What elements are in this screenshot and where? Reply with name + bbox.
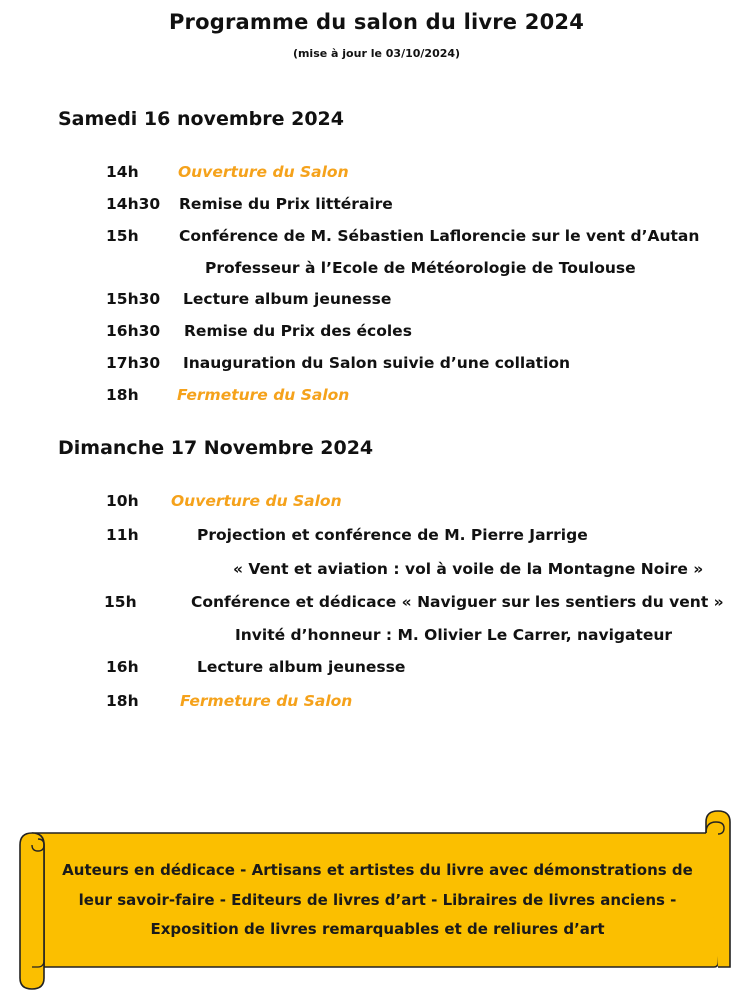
schedule-event: Projection et conférence de M. Pierre Jarrige [197,526,588,544]
schedule-time: 14h30 [106,195,161,213]
banner-line: Auteurs en dédicace - Artisans et artistes du livre avec démonstrations de [62,861,693,879]
schedule-event: Remise du Prix des écoles [184,322,412,340]
schedule-time: 18h [106,692,139,710]
page-subtitle: (mise à jour le 03/10/2024) [292,47,461,60]
schedule-time: 16h [106,658,139,676]
schedule-event: Ouverture du Salon [171,492,342,510]
day-heading-saturday: Samedi 16 novembre 2024 [58,108,344,130]
schedule-time: 17h30 [106,354,161,372]
schedule-event: Remise du Prix littéraire [179,195,393,213]
day-heading-sunday: Dimanche 17 Novembre 2024 [58,437,374,459]
schedule-event: Fermeture du Salon [180,692,353,710]
schedule-time: 16h30 [106,322,161,340]
schedule-event: Conférence et dédicace « Naviguer sur les sentiers du vent » [191,593,724,611]
schedule-event: Ouverture du Salon [178,163,349,181]
schedule-event: Lecture album jeunesse [183,290,392,308]
schedule-time: 15h [104,593,137,611]
schedule-time: 15h [106,227,139,245]
schedule-detail: « Vent et aviation : vol à voile de la Montagne Noire » [233,560,704,578]
schedule-time: 15h30 [106,290,161,308]
schedule-time: 11h [106,526,139,544]
schedule-time: 14h [106,163,139,181]
schedule-event: Conférence de M. Sébastien Laflorencie sur le vent d’Autan [179,227,700,245]
page-title: Programme du salon du livre 2024 [168,10,585,34]
schedule-event: Fermeture du Salon [177,386,350,404]
banner-text [50,856,705,945]
banner-line: Exposition de livres remarquables et de reliures d’art [150,920,605,938]
schedule-time: 10h [106,492,139,510]
banner-line: leur savoir-faire - Editeurs de livres d’art - Libraires de livres anciens - [78,890,677,909]
schedule-event: Lecture album jeunesse [197,658,406,676]
schedule-event: Inauguration du Salon suivie d’une collation [183,354,571,372]
schedule-detail: Professeur à l’Ecole de Météorologie de Toulouse [205,259,636,277]
schedule-time: 18h [106,386,139,404]
schedule-detail: Invité d’honneur : M. Olivier Le Carrer, navigateur [235,626,673,644]
